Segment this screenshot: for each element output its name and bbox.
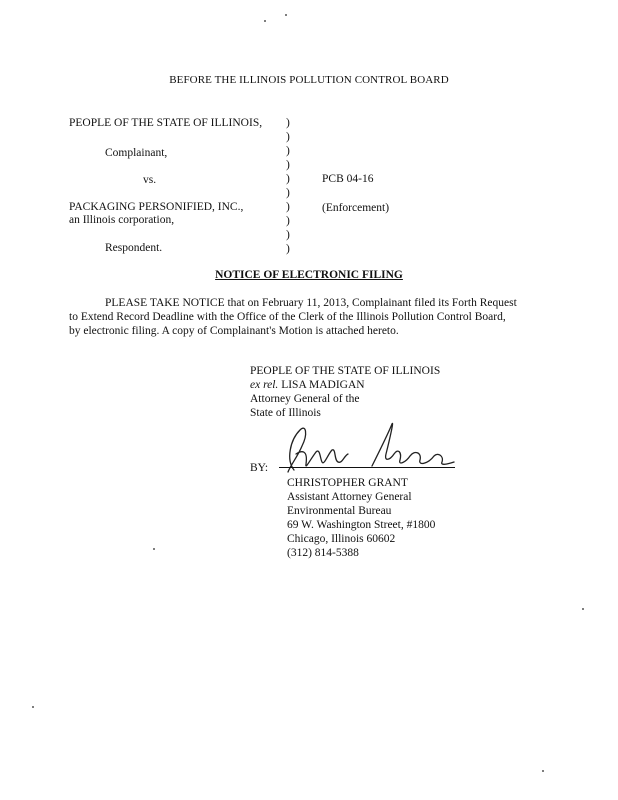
- caption-paren: ): [286, 159, 290, 171]
- scan-speck: [542, 770, 544, 772]
- caption-paren: ): [286, 131, 290, 143]
- defendant-name: PACKAGING PERSONIFIED, INC.,: [69, 201, 244, 213]
- signer-title: Assistant Attorney General: [287, 491, 412, 503]
- caption-paren: ): [286, 145, 290, 157]
- defendant-role: Respondent.: [105, 242, 163, 254]
- caption-paren: ): [286, 117, 290, 129]
- handwritten-signature: [272, 420, 462, 482]
- caption-paren: ): [286, 215, 290, 227]
- caption-paren: ): [286, 229, 290, 241]
- caption-paren: ): [286, 201, 290, 213]
- signer-name: CHRISTOPHER GRANT: [287, 477, 408, 489]
- notice-title: NOTICE OF ELECTRONIC FILING: [215, 269, 403, 281]
- ex-rel-line: [250, 378, 365, 392]
- scan-speck: [264, 20, 266, 22]
- phone-number: (312) 814-5388: [287, 547, 359, 559]
- scan-speck: [285, 14, 287, 16]
- signing-party: PEOPLE OF THE STATE OF ILLINOIS: [250, 365, 441, 377]
- proceeding-type: (Enforcement): [322, 202, 390, 214]
- attorney-general-name: LISA MADIGAN: [278, 379, 365, 391]
- scan-speck: [32, 706, 34, 708]
- address-line2: Chicago, Illinois 60602: [287, 533, 396, 545]
- court-header: BEFORE THE ILLINOIS POLLUTION CONTROL BOARD: [169, 74, 449, 86]
- versus-label: vs.: [143, 174, 157, 186]
- bureau-name: Environmental Bureau: [287, 505, 392, 517]
- attorney-general-title: Attorney General of the: [250, 393, 360, 405]
- ex-rel-label: ex rel.: [250, 379, 279, 391]
- by-label: BY:: [250, 462, 269, 474]
- notice-line: PLEASE TAKE NOTICE that on February 11, 2013, Complainant filed its Forth Request: [105, 297, 517, 309]
- attorney-general-state: State of Illinois: [250, 407, 321, 419]
- scan-speck: [153, 548, 155, 550]
- case-number: PCB 04-16: [322, 173, 374, 185]
- defendant-description: an Illinois corporation,: [69, 214, 175, 226]
- caption-paren: ): [286, 243, 290, 255]
- signature-line: [279, 467, 455, 468]
- plaintiff-name: PEOPLE OF THE STATE OF ILLINOIS,: [69, 117, 263, 129]
- notice-line: to Extend Record Deadline with the Office of the Clerk of the Illinois Pollution Control Board,: [69, 311, 506, 323]
- scan-speck: [582, 608, 584, 610]
- address-line1: 69 W. Washington Street, #1800: [287, 519, 436, 531]
- caption-paren: ): [286, 187, 290, 199]
- plaintiff-role: Complainant,: [105, 147, 168, 159]
- notice-line: by electronic filing. A copy of Complainant's Motion is attached hereto.: [69, 325, 399, 337]
- caption-paren: ): [286, 173, 290, 185]
